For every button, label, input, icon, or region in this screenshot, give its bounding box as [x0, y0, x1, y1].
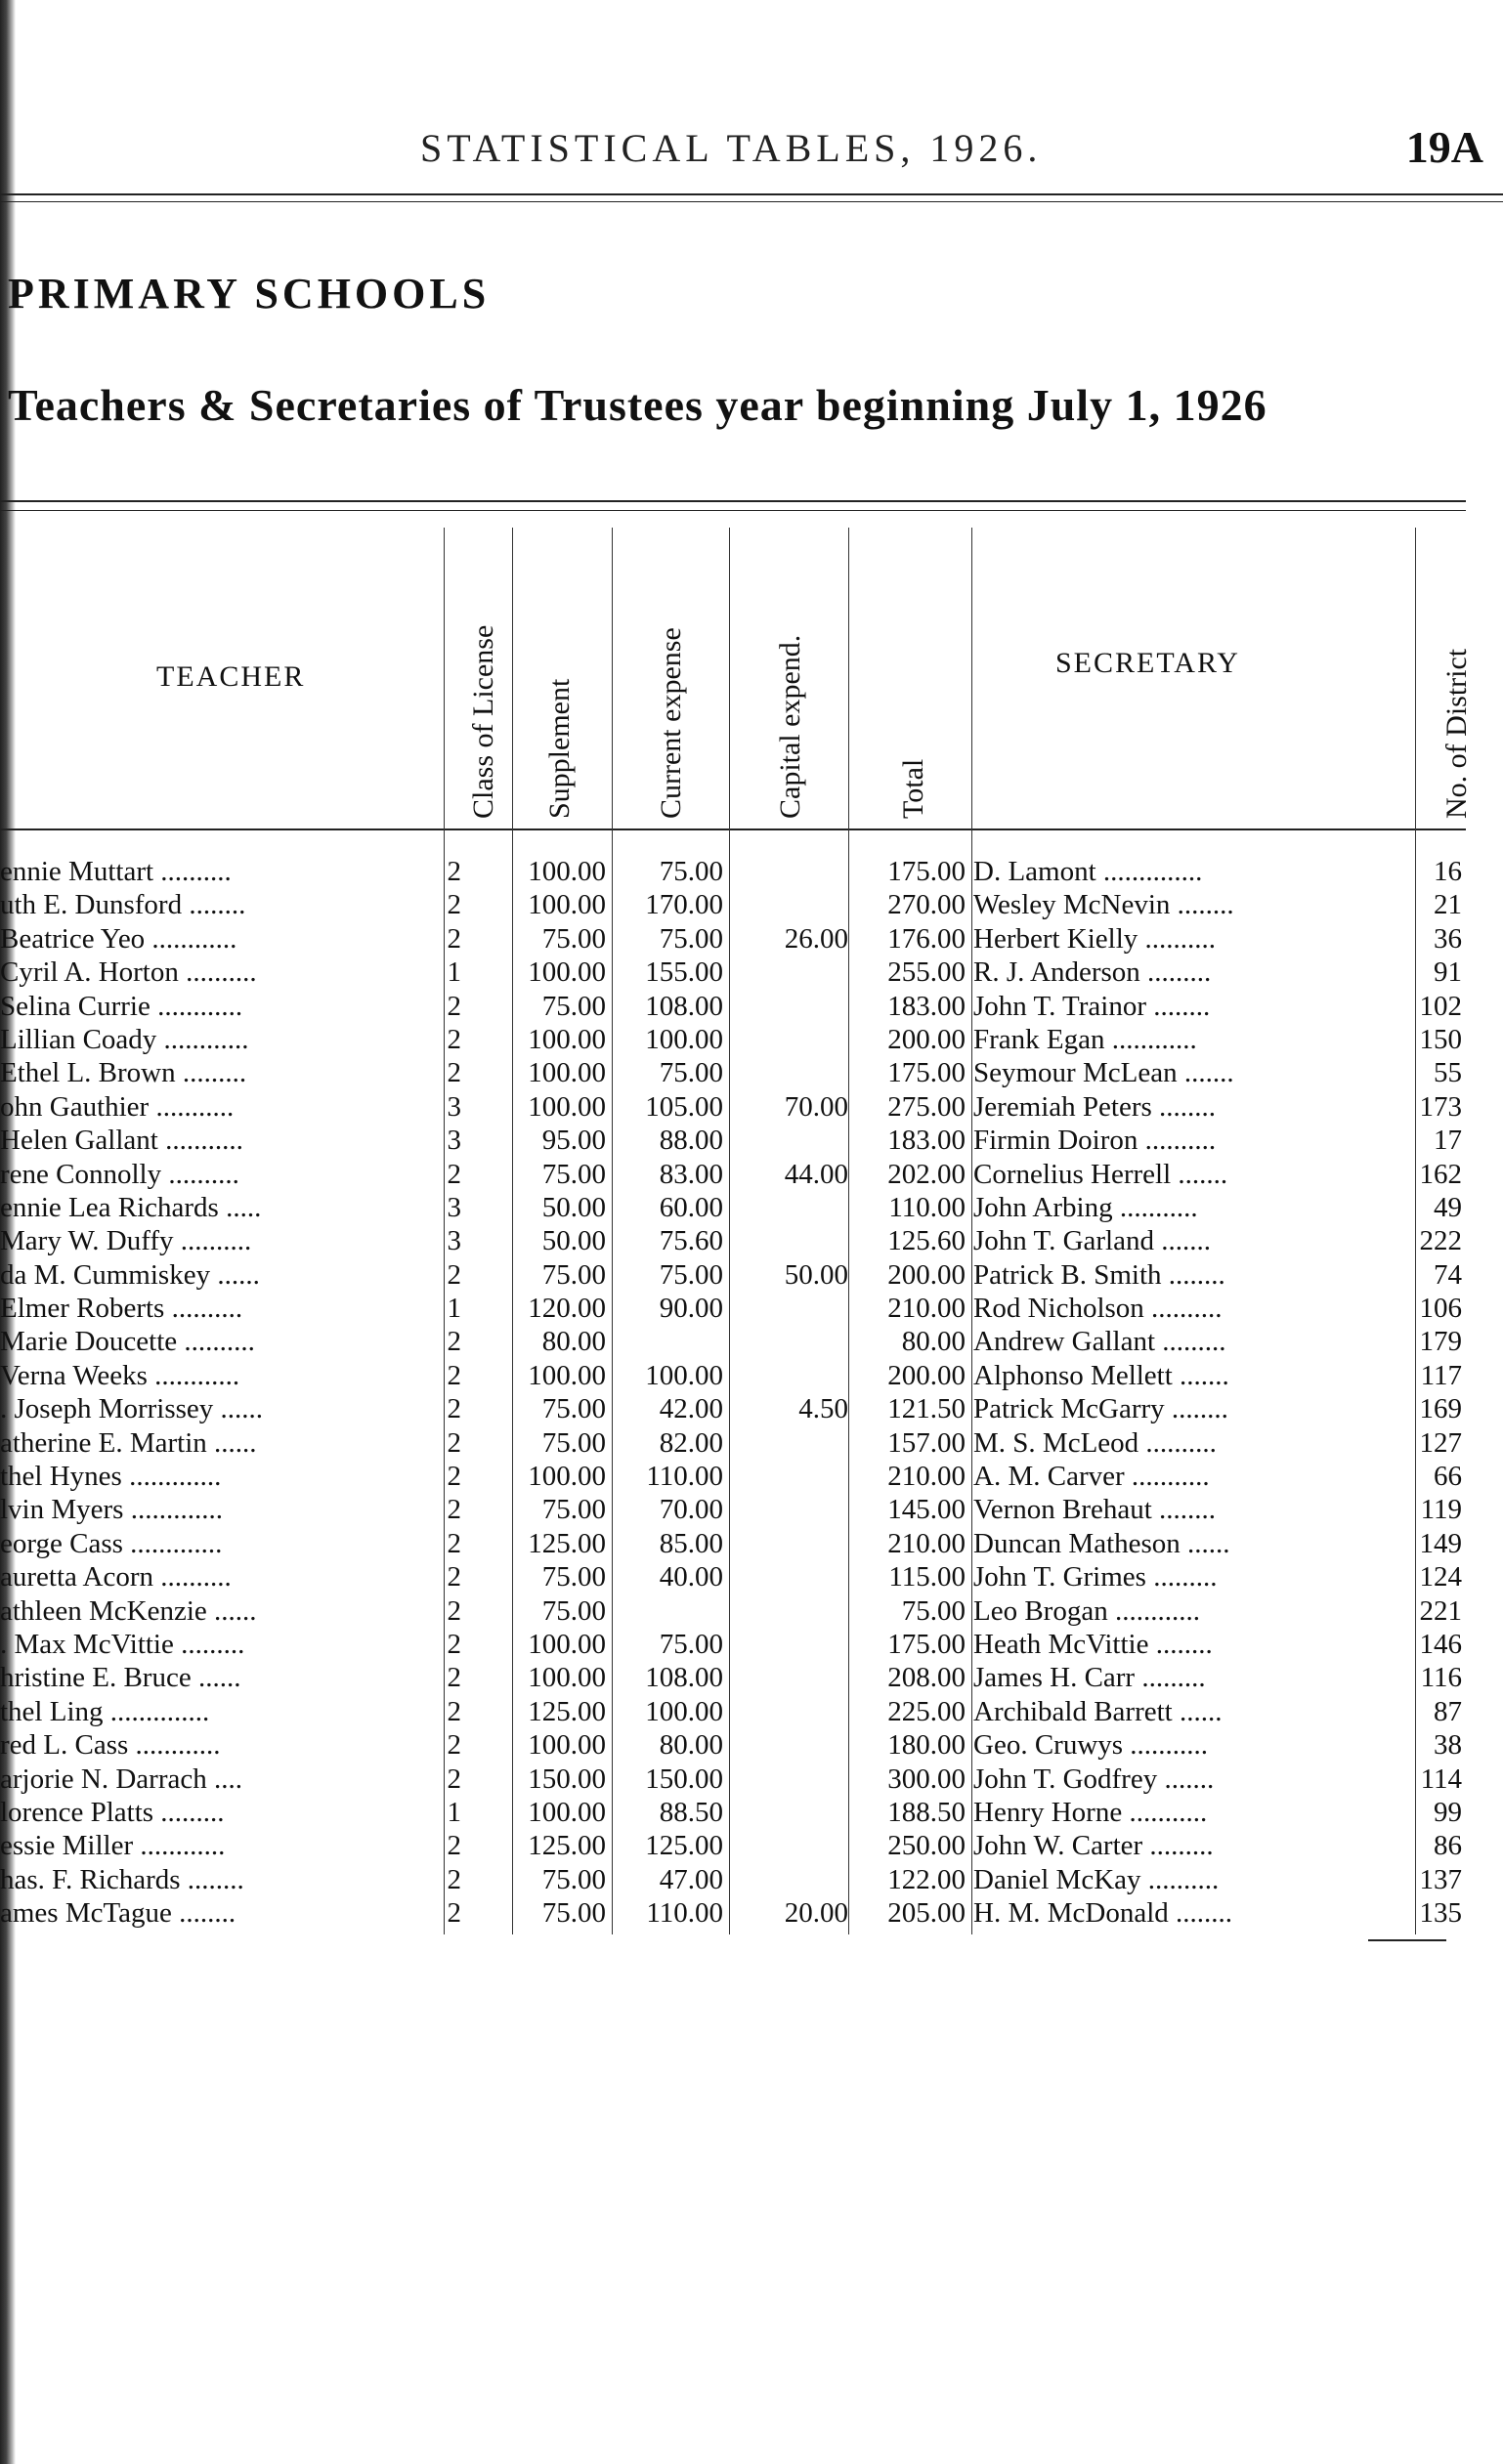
capital-expend-value: 70.00: [784, 1090, 848, 1123]
teacher-name: Helen Gallant ...........: [0, 1125, 243, 1157]
license-class: 2: [447, 990, 461, 1022]
district-number: 221: [1419, 1594, 1462, 1627]
district-number: 106: [1419, 1293, 1462, 1325]
total-value: 75.00: [901, 1594, 966, 1627]
supplement-value: 100.00: [528, 1090, 606, 1123]
table-top-rule: [0, 500, 1466, 502]
table-top-rule-thin: [0, 510, 1466, 511]
table-end-rule: [1368, 1939, 1446, 1941]
col-header-district: No. of District: [1440, 648, 1473, 819]
supplement-value: 100.00: [528, 1796, 606, 1828]
capital-expend-value: 4.50: [798, 1393, 848, 1425]
table-row: [0, 956, 1503, 989]
supplement-value: 75.00: [541, 1594, 606, 1627]
teacher-name: Verna Weeks ............: [0, 1359, 240, 1391]
secretary-name: Geo. Cruwys ...........: [973, 1729, 1209, 1762]
supplement-value: 75.00: [541, 922, 606, 955]
current-expense-value: 75.00: [659, 1057, 723, 1089]
current-expense-value: 100.00: [645, 1695, 723, 1727]
secretary-name: Duncan Matheson ......: [973, 1527, 1230, 1559]
supplement-value: 125.00: [528, 1830, 606, 1862]
table-row: [0, 1124, 1503, 1157]
secretary-name: Cornelius Herrell .......: [973, 1158, 1228, 1190]
teacher-name: atherine E. Martin ......: [0, 1426, 257, 1459]
total-value: 175.00: [887, 1628, 966, 1660]
teacher-name: Selina Currie ............: [0, 990, 243, 1022]
license-class: 2: [447, 1359, 461, 1391]
district-number: 149: [1419, 1527, 1462, 1559]
header-rule: [0, 193, 1503, 195]
total-value: 200.00: [887, 1359, 966, 1391]
total-value: 110.00: [888, 1191, 966, 1223]
secretary-name: H. M. McDonald ........: [973, 1897, 1233, 1930]
supplement-value: 100.00: [528, 956, 606, 989]
teacher-name: athleen McKenzie ......: [0, 1594, 257, 1627]
current-expense-value: 47.00: [659, 1863, 723, 1895]
license-class: 2: [447, 1158, 461, 1190]
teacher-name: Lillian Coady ............: [0, 1023, 249, 1055]
supplement-value: 100.00: [528, 1729, 606, 1762]
table-row: [0, 1661, 1503, 1694]
running-title: STATISTICAL TABLES, 1926.: [420, 126, 1043, 170]
current-expense-value: 75.00: [659, 922, 723, 955]
teacher-name: ames McTague ........: [0, 1897, 236, 1930]
district-number: 124: [1419, 1561, 1462, 1593]
supplement-value: 75.00: [541, 1426, 606, 1459]
total-value: 180.00: [887, 1729, 966, 1762]
current-expense-value: 75.00: [659, 1258, 723, 1291]
supplement-value: 50.00: [541, 1191, 606, 1223]
secretary-name: Leo Brogan ............: [973, 1594, 1200, 1627]
district-number: 114: [1420, 1763, 1462, 1795]
col-header-supplement: Supplement: [543, 678, 576, 819]
teacher-name: Cyril A. Horton ..........: [0, 956, 257, 989]
teacher-name: lorence Platts .........: [0, 1796, 225, 1828]
table-row: [0, 1191, 1503, 1224]
license-class: 2: [447, 1830, 461, 1862]
current-expense-value: 90.00: [659, 1293, 723, 1325]
total-value: 210.00: [887, 1293, 966, 1325]
teacher-name: Beatrice Yeo ............: [0, 922, 237, 955]
col-header-total: Total: [897, 758, 929, 819]
total-value: 208.00: [887, 1662, 966, 1694]
license-class: 2: [447, 1023, 461, 1055]
table-header-bottom-rule: [0, 828, 1466, 830]
table-row: [0, 1527, 1503, 1560]
license-class: 2: [447, 922, 461, 955]
license-class: 2: [447, 1729, 461, 1762]
teacher-name: Ethel L. Brown .........: [0, 1057, 247, 1089]
license-class: 2: [447, 1461, 461, 1493]
supplement-value: 100.00: [528, 856, 606, 887]
district-number: 99: [1434, 1796, 1462, 1828]
current-expense-value: 100.00: [645, 1359, 723, 1391]
district-number: 21: [1434, 889, 1462, 921]
secretary-name: Vernon Brehaut ........: [973, 1494, 1217, 1526]
teacher-name: Mary W. Duffy ..........: [0, 1225, 252, 1257]
license-class: 2: [447, 1527, 461, 1559]
table-row: [0, 1560, 1503, 1593]
district-number: 36: [1434, 922, 1462, 955]
current-expense-value: 42.00: [659, 1393, 723, 1425]
table-row: [0, 1292, 1503, 1325]
teacher-name: Marie Doucette ..........: [0, 1326, 255, 1358]
table-row: [0, 922, 1503, 956]
district-number: 137: [1419, 1863, 1462, 1895]
table-row: [0, 1392, 1503, 1425]
secretary-name: John T. Garland .......: [973, 1225, 1211, 1257]
total-value: 250.00: [887, 1830, 966, 1862]
current-expense-value: 150.00: [645, 1763, 723, 1795]
current-expense-value: 40.00: [659, 1561, 723, 1593]
current-expense-value: 70.00: [659, 1494, 723, 1526]
teacher-name: Elmer Roberts ..........: [0, 1293, 243, 1325]
current-expense-value: 88.50: [659, 1796, 723, 1828]
secretary-name: John T. Grimes .........: [973, 1561, 1218, 1593]
teacher-name: has. F. Richards ........: [0, 1863, 244, 1895]
secretary-name: Heath McVittie ........: [973, 1628, 1213, 1660]
current-expense-value: 110.00: [646, 1461, 723, 1493]
teacher-name: hristine E. Bruce ......: [0, 1662, 241, 1694]
supplement-value: 80.00: [541, 1326, 606, 1358]
supplement-value: 75.00: [541, 1258, 606, 1291]
table-row: [0, 1158, 1503, 1191]
capital-expend-value: 20.00: [784, 1897, 848, 1930]
teacher-name: . Joseph Morrissey ......: [0, 1393, 264, 1425]
district-number: 179: [1419, 1326, 1462, 1358]
current-expense-value: 88.00: [659, 1125, 723, 1157]
supplement-value: 50.00: [541, 1225, 606, 1257]
license-class: 2: [447, 889, 461, 921]
license-class: 2: [447, 1258, 461, 1291]
current-expense-value: 85.00: [659, 1527, 723, 1559]
col-header-current: Current expense: [655, 627, 687, 819]
secretary-name: John W. Carter .........: [973, 1830, 1214, 1862]
license-class: 2: [447, 1695, 461, 1727]
district-number: 116: [1420, 1662, 1462, 1694]
total-value: 122.00: [887, 1863, 966, 1895]
license-class: 2: [447, 1897, 461, 1930]
teacher-name: uth E. Dunsford ........: [0, 889, 246, 921]
table-row: [0, 1594, 1503, 1628]
license-class: 3: [447, 1090, 461, 1123]
license-class: 2: [447, 1662, 461, 1694]
total-value: 270.00: [887, 889, 966, 921]
table-row: [0, 1896, 1503, 1930]
supplement-value: 100.00: [528, 1461, 606, 1493]
secretary-name: Archibald Barrett ......: [973, 1695, 1223, 1727]
teacher-name: eorge Cass .............: [0, 1527, 223, 1559]
total-value: 210.00: [887, 1461, 966, 1493]
total-value: 210.00: [887, 1527, 966, 1559]
license-class: 1: [447, 1796, 461, 1828]
current-expense-value: 108.00: [645, 990, 723, 1022]
current-expense-value: 108.00: [645, 1662, 723, 1694]
current-expense-value: 75.60: [659, 1225, 723, 1257]
teacher-name: rene Connolly ..........: [0, 1158, 239, 1190]
secretary-name: John T. Trainor ........: [973, 990, 1211, 1022]
table-row: [0, 1728, 1503, 1762]
supplement-value: 125.00: [528, 1695, 606, 1727]
secretary-name: Firmin Doiron ..........: [973, 1125, 1217, 1157]
table-row: [0, 1695, 1503, 1728]
supplement-value: 75.00: [541, 990, 606, 1022]
secretary-name: Wesley McNevin ........: [973, 889, 1234, 921]
district-number: 66: [1434, 1461, 1462, 1493]
total-value: 176.00: [887, 922, 966, 955]
current-expense-value: 75.00: [659, 1628, 723, 1660]
supplement-value: 100.00: [528, 1628, 606, 1660]
license-class: 3: [447, 1191, 461, 1223]
table-row: [0, 1863, 1503, 1896]
table-row: [0, 855, 1503, 888]
district-number: 87: [1434, 1695, 1462, 1727]
teacher-name: thel Ling ..............: [0, 1695, 210, 1727]
license-class: 2: [447, 1326, 461, 1358]
total-value: 225.00: [887, 1695, 966, 1727]
col-header-class: Class of License: [467, 624, 499, 819]
district-number: 146: [1419, 1628, 1462, 1660]
license-class: 2: [447, 1426, 461, 1459]
header-rule-thin: [0, 201, 1503, 202]
district-number: 49: [1434, 1191, 1462, 1223]
district-number: 162: [1419, 1158, 1462, 1190]
total-value: 157.00: [887, 1426, 966, 1459]
secretary-name: James H. Carr .........: [973, 1662, 1206, 1694]
table-row: [0, 1359, 1503, 1392]
license-class: 2: [447, 1763, 461, 1795]
total-value: 175.00: [887, 856, 966, 887]
district-number: 91: [1434, 956, 1462, 989]
table-row: [0, 1493, 1503, 1526]
district-number: 169: [1419, 1393, 1462, 1425]
supplement-value: 100.00: [528, 1057, 606, 1089]
current-expense-value: 170.00: [645, 889, 723, 921]
table-row: [0, 1628, 1503, 1661]
table-row: [0, 1796, 1503, 1829]
supplement-value: 75.00: [541, 1863, 606, 1895]
secretary-name: Henry Horne ...........: [973, 1796, 1208, 1828]
license-class: 1: [447, 1293, 461, 1325]
secretary-name: Alphonso Mellett .......: [973, 1359, 1229, 1391]
teacher-name: arjorie N. Darrach ....: [0, 1763, 242, 1795]
teacher-name: . Max McVittie .........: [0, 1628, 245, 1660]
total-value: 300.00: [887, 1763, 966, 1795]
table-row: [0, 1426, 1503, 1460]
supplement-value: 95.00: [541, 1125, 606, 1157]
secretary-name: Seymour McLean .......: [973, 1057, 1234, 1089]
total-value: 202.00: [887, 1158, 966, 1190]
secretary-name: Patrick McGarry ........: [973, 1393, 1228, 1425]
teacher-name: red L. Cass ............: [0, 1729, 221, 1762]
secretary-name: Patrick B. Smith ........: [973, 1258, 1225, 1291]
district-number: 222: [1419, 1225, 1462, 1257]
current-expense-value: 100.00: [645, 1023, 723, 1055]
license-class: 3: [447, 1225, 461, 1257]
teacher-name: ennie Lea Richards .....: [0, 1191, 262, 1223]
supplement-value: 120.00: [528, 1293, 606, 1325]
supplement-value: 150.00: [528, 1763, 606, 1795]
page-number: 19A: [1405, 122, 1483, 172]
capital-expend-value: 44.00: [784, 1158, 848, 1190]
supplement-value: 100.00: [528, 1023, 606, 1055]
table-row: [0, 990, 1503, 1023]
teacher-name: ohn Gauthier ...........: [0, 1090, 235, 1123]
total-value: 200.00: [887, 1023, 966, 1055]
secretary-name: Rod Nicholson ..........: [973, 1293, 1223, 1325]
secretary-name: Herbert Kielly ..........: [973, 922, 1217, 955]
table-row: [0, 1829, 1503, 1862]
total-value: 255.00: [887, 956, 966, 989]
current-expense-value: 155.00: [645, 956, 723, 989]
table-subtitle: Teachers & Secretaries of Trustees year beginning July 1, 1926: [8, 380, 1267, 430]
supplement-value: 100.00: [528, 1662, 606, 1694]
district-number: 102: [1419, 990, 1462, 1022]
secretary-name: Andrew Gallant .........: [973, 1326, 1226, 1358]
secretary-name: Jeremiah Peters ........: [973, 1090, 1217, 1123]
district-number: 173: [1419, 1090, 1462, 1123]
total-value: 115.00: [888, 1561, 966, 1593]
supplement-value: 125.00: [528, 1527, 606, 1559]
supplement-value: 100.00: [528, 889, 606, 921]
license-class: 3: [447, 1125, 461, 1157]
district-number: 38: [1434, 1729, 1462, 1762]
total-value: 125.60: [887, 1225, 966, 1257]
secretary-name: R. J. Anderson .........: [973, 956, 1212, 989]
total-value: 183.00: [887, 990, 966, 1022]
current-expense-value: 105.00: [645, 1090, 723, 1123]
license-class: 2: [447, 856, 461, 887]
district-number: 17: [1434, 1125, 1462, 1157]
district-number: 135: [1419, 1897, 1462, 1930]
table-body: [0, 855, 1503, 1931]
license-class: 2: [447, 1393, 461, 1425]
total-value: 121.50: [887, 1393, 966, 1425]
supplement-value: 75.00: [541, 1561, 606, 1593]
current-expense-value: 110.00: [646, 1897, 723, 1930]
secretary-name: Frank Egan ............: [973, 1023, 1197, 1055]
secretary-name: D. Lamont ..............: [973, 856, 1203, 887]
table-row: [0, 1090, 1503, 1124]
license-class: 2: [447, 1628, 461, 1660]
license-class: 2: [447, 1863, 461, 1895]
total-value: 188.50: [887, 1796, 966, 1828]
teacher-name: essie Miller ............: [0, 1830, 226, 1862]
current-expense-value: 83.00: [659, 1158, 723, 1190]
table-row: [0, 1460, 1503, 1493]
license-class: 2: [447, 1057, 461, 1089]
license-class: 2: [447, 1561, 461, 1593]
teacher-name: lvin Myers .............: [0, 1494, 223, 1526]
teacher-name: thel Hynes .............: [0, 1461, 222, 1493]
supplement-value: 75.00: [541, 1393, 606, 1425]
capital-expend-value: 26.00: [784, 922, 848, 955]
table-row: [0, 1325, 1503, 1358]
district-number: 119: [1420, 1494, 1462, 1526]
current-expense-value: 80.00: [659, 1729, 723, 1762]
table-row: [0, 1258, 1503, 1292]
district-number: 74: [1434, 1258, 1462, 1291]
district-number: 127: [1419, 1426, 1462, 1459]
teacher-name: auretta Acorn ..........: [0, 1561, 232, 1593]
supplement-value: 75.00: [541, 1494, 606, 1526]
col-header-capital: Capital expend.: [774, 634, 806, 819]
total-value: 200.00: [887, 1258, 966, 1291]
total-value: 175.00: [887, 1057, 966, 1089]
total-value: 275.00: [887, 1090, 966, 1123]
district-number: 16: [1434, 856, 1462, 887]
table-row: [0, 1763, 1503, 1796]
license-class: 1: [447, 956, 461, 989]
current-expense-value: 82.00: [659, 1426, 723, 1459]
district-number: 117: [1420, 1359, 1462, 1391]
license-class: 2: [447, 1494, 461, 1526]
district-number: 55: [1434, 1057, 1462, 1089]
table-row: [0, 1023, 1503, 1056]
secretary-name: Daniel McKay ..........: [973, 1863, 1220, 1895]
total-value: 183.00: [887, 1125, 966, 1157]
teacher-name: ennie Muttart ..........: [0, 856, 232, 887]
table-row: [0, 1224, 1503, 1257]
section-title: PRIMARY SCHOOLS: [8, 270, 491, 318]
total-value: 145.00: [887, 1494, 966, 1526]
secretary-name: M. S. McLeod ..........: [973, 1426, 1217, 1459]
current-expense-value: 75.00: [659, 856, 723, 887]
supplement-value: 75.00: [541, 1158, 606, 1190]
table-row: [0, 1056, 1503, 1089]
district-number: 150: [1419, 1023, 1462, 1055]
current-expense-value: 60.00: [659, 1191, 723, 1223]
secretary-name: John Arbing ...........: [973, 1191, 1198, 1223]
capital-expend-value: 50.00: [784, 1258, 848, 1291]
license-class: 2: [447, 1594, 461, 1627]
secretary-name: A. M. Carver ...........: [973, 1461, 1210, 1493]
teacher-name: da M. Cummiskey ......: [0, 1258, 260, 1291]
total-value: 80.00: [901, 1326, 966, 1358]
district-number: 86: [1434, 1830, 1462, 1862]
secretary-name: John T. Godfrey .......: [973, 1763, 1215, 1795]
col-header-teacher: TEACHER: [156, 660, 306, 693]
table-row: [0, 888, 1503, 921]
supplement-value: 100.00: [528, 1359, 606, 1391]
supplement-value: 75.00: [541, 1897, 606, 1930]
current-expense-value: 125.00: [645, 1830, 723, 1862]
total-value: 205.00: [887, 1897, 966, 1930]
col-header-secretary: SECRETARY: [1055, 647, 1240, 679]
